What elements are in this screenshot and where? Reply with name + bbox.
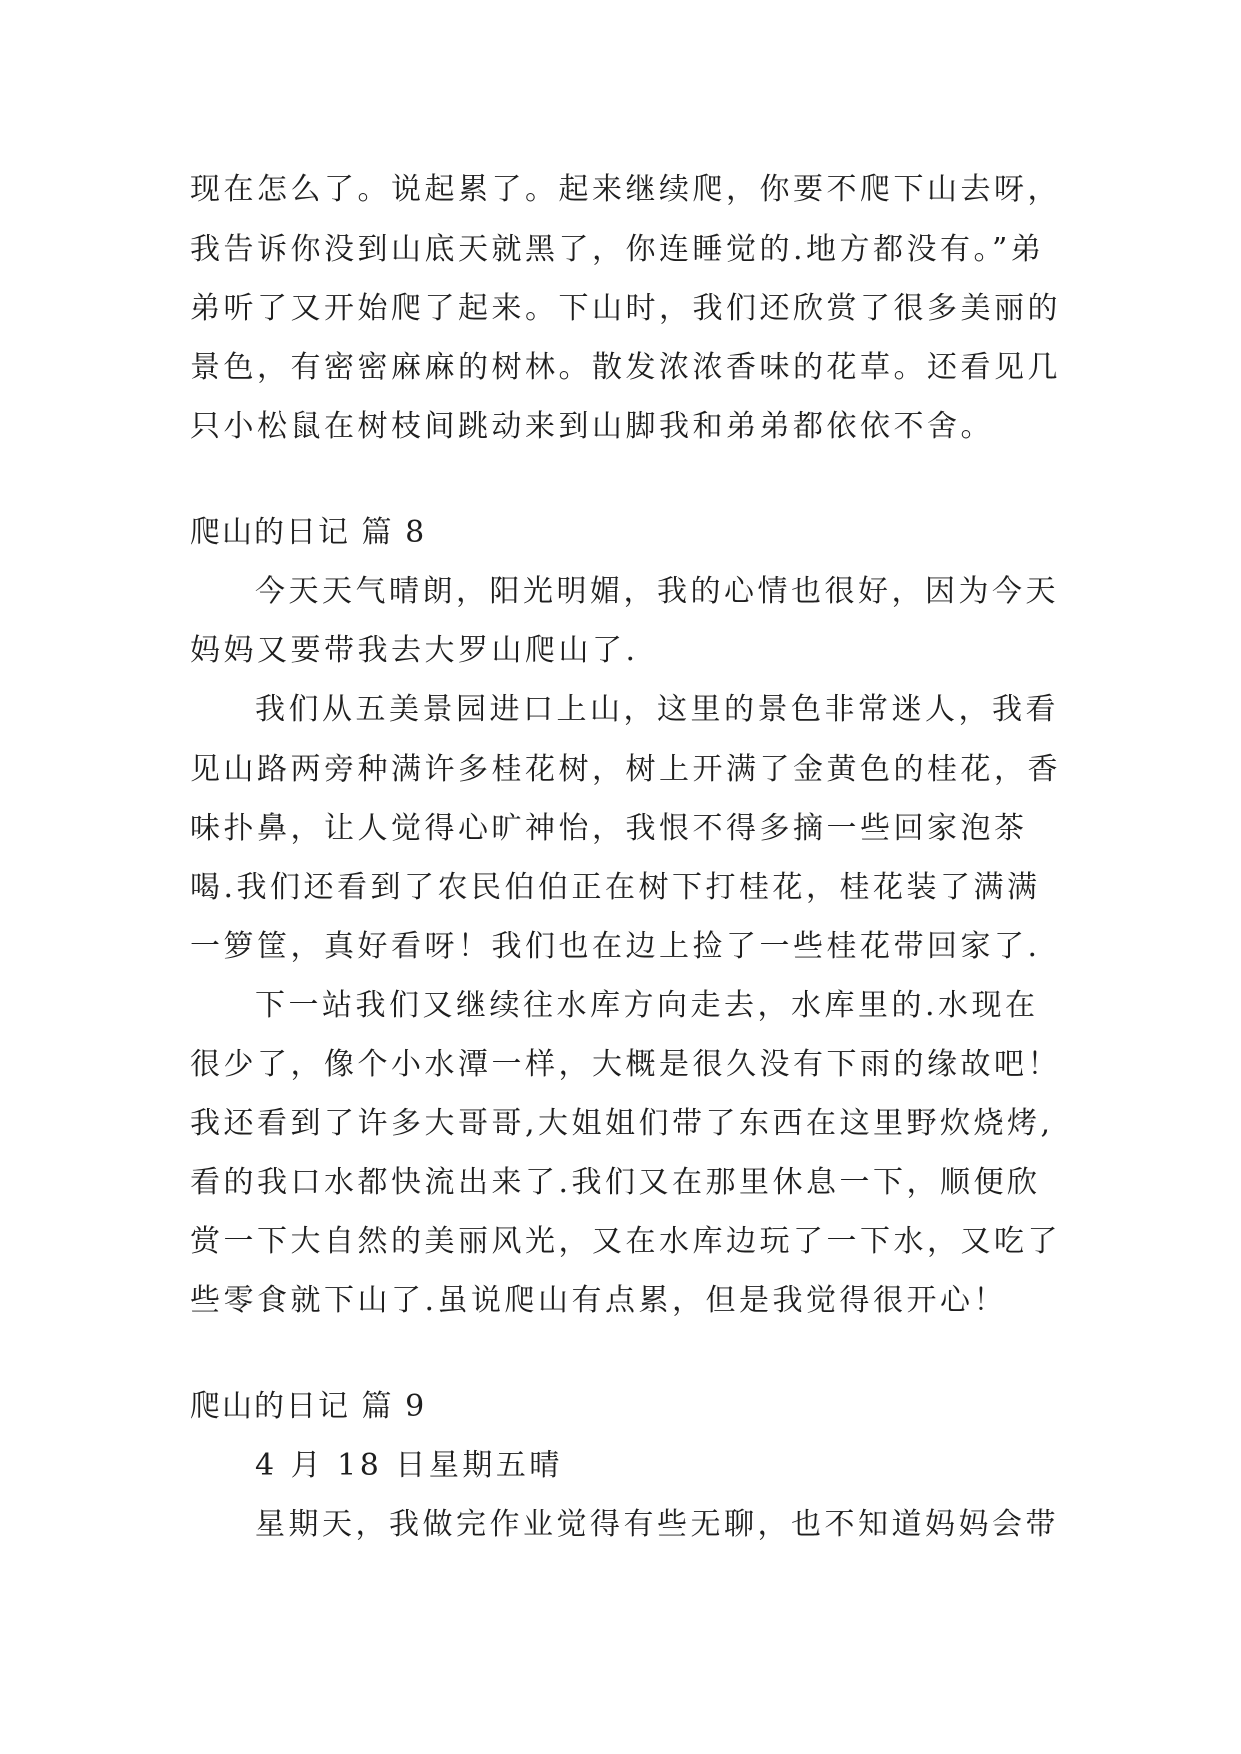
paragraph-line: 景色，有密密麻麻的树林。散发浓浓香味的花草。还看见几 [190,350,1061,385]
paragraph-line: 我告诉你没到山底天就黑了，你连睡觉的.地方都没有。”弟 [190,232,1045,267]
paragraph-line: 见山路两旁种满许多桂花树，树上开满了金黄色的桂花，香 [190,752,1061,787]
paragraph-line: 妈妈又要带我去大罗山爬山了. [190,633,639,668]
paragraph-line: 喝.我们还看到了农民伯伯正在树下打桂花，桂花装了满满 [190,870,1041,905]
section-heading: 爬山的日记 篇 8 [190,515,427,550]
section-heading: 爬山的日记 篇 9 [190,1389,427,1424]
date-line: 4 月 18 日星期五晴 [255,1448,563,1483]
paragraph-line: 些零食就下山了.虽说爬山有点累，但是我觉得很开心！ [190,1283,1008,1318]
paragraph-line: 看的我口水都快流出来了.我们又在那里休息一下，顺便欣 [190,1165,1041,1200]
paragraph-line: 下一站我们又继续往水库方向走去，水库里的.水现在 [255,988,1039,1023]
paragraph-line: 味扑鼻，让人觉得心旷神怡，我恨不得多摘一些回家泡茶 [190,811,1028,846]
paragraph-line: 星期天，我做完作业觉得有些无聊，也不知道妈妈会带 [255,1507,1059,1542]
paragraph-line: 现在怎么了。说起累了。起来继续爬，你要不爬下山去呀， [190,172,1061,207]
paragraph-line: 只小松鼠在树枝间跳动来到山脚我和弟弟都依依不舍。 [190,409,994,444]
paragraph-line: 弟听了又开始爬了起来。下山时，我们还欣赏了很多美丽的 [190,291,1061,326]
paragraph-line: 我们从五美景园进口上山，这里的景色非常迷人，我看 [255,692,1059,727]
paragraph-line: 赏一下大自然的美丽风光，又在水库边玩了一下水，又吃了 [190,1224,1061,1259]
paragraph-line: 我还看到了许多大哥哥,大姐姐们带了东西在这里野炊烧烤, [190,1106,1054,1141]
paragraph-line: 一箩筐，真好看呀！我们也在边上捡了一些桂花带回家了. [190,929,1041,964]
paragraph-line: 很少了，像个小水潭一样，大概是很久没有下雨的缘故吧！ [190,1047,1061,1082]
paragraph-line: 今天天气晴朗，阳光明媚，我的心情也很好，因为今天 [255,574,1059,609]
